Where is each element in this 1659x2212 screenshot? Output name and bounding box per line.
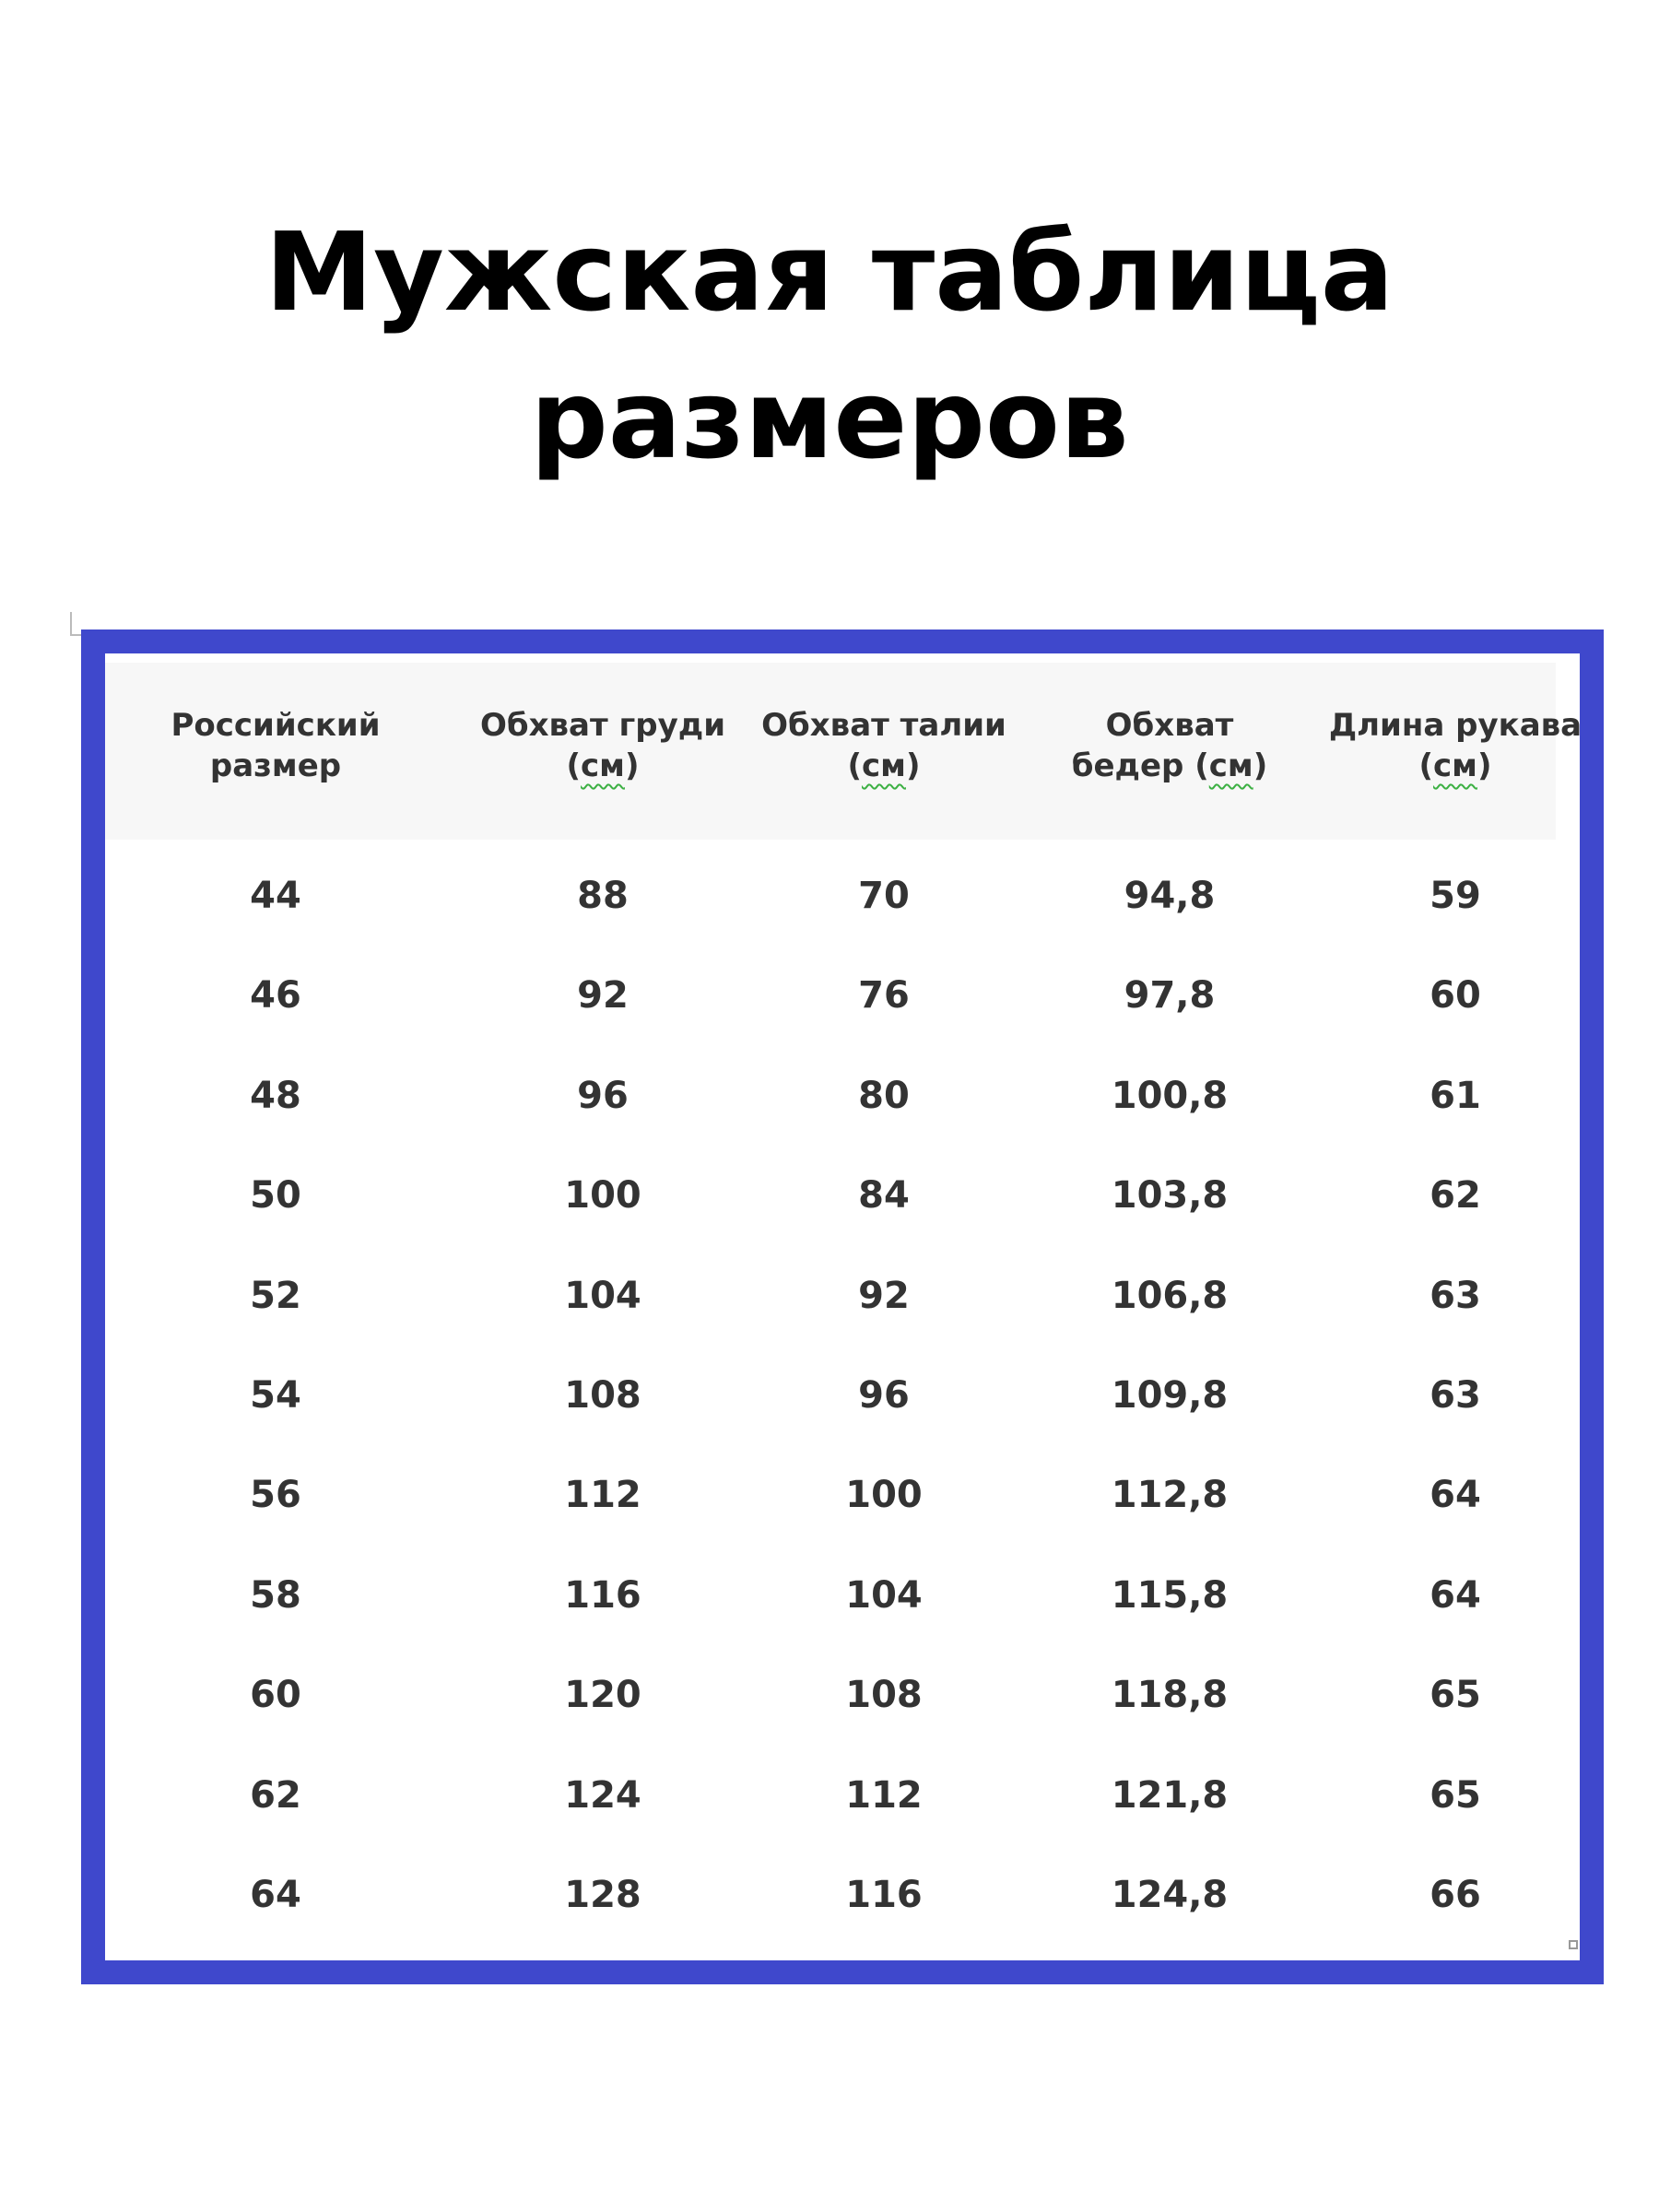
cell-hips: 121,8 <box>1111 1774 1229 1817</box>
cell-sleeve: 64 <box>1430 1474 1481 1516</box>
header-chest-unit: см <box>581 747 625 784</box>
header-waist-close: ) <box>905 747 921 784</box>
cell-hips: 124,8 <box>1111 1874 1229 1916</box>
header-waist-line1: Обхват талии <box>761 707 1006 744</box>
cell-chest: 120 <box>564 1674 641 1716</box>
size-table <box>105 663 1583 1960</box>
cell-size: 48 <box>250 1075 301 1117</box>
header-sleeve <box>1303 705 1607 786</box>
header-sleeve-line1: Длина рукава <box>1328 707 1583 744</box>
header-chest-open: ( <box>566 747 582 784</box>
cell-size: 60 <box>250 1674 301 1716</box>
header-waist <box>736 705 1031 786</box>
cell-waist: 76 <box>858 974 910 1017</box>
header-chest-close: ) <box>624 747 640 784</box>
cell-size: 64 <box>250 1874 301 1916</box>
cell-sleeve: 64 <box>1430 1574 1481 1617</box>
cell-chest: 108 <box>564 1374 641 1417</box>
header-russian-size <box>142 705 409 786</box>
cell-sleeve: 65 <box>1430 1774 1481 1817</box>
cell-sleeve: 60 <box>1430 974 1481 1017</box>
cell-hips: 118,8 <box>1111 1674 1229 1716</box>
cell-hips: 94,8 <box>1124 875 1216 917</box>
cell-waist: 116 <box>845 1874 923 1916</box>
header-chest <box>455 705 750 786</box>
cell-chest: 116 <box>564 1574 641 1617</box>
header-hips-unit: см <box>1208 747 1253 784</box>
header-hips <box>1018 705 1322 786</box>
cell-chest: 112 <box>564 1474 641 1516</box>
cell-waist: 80 <box>858 1075 910 1117</box>
cell-sleeve: 62 <box>1430 1174 1481 1217</box>
cell-chest: 92 <box>577 974 629 1017</box>
cell-size: 44 <box>250 875 301 917</box>
header-waist-unit: см <box>862 747 906 784</box>
cell-sleeve: 61 <box>1430 1075 1481 1117</box>
page-title-line-2: размеров <box>530 356 1129 483</box>
cell-chest: 100 <box>564 1174 641 1217</box>
cell-size: 62 <box>250 1774 301 1817</box>
header-hips-line1: Обхват <box>1105 707 1234 744</box>
cell-size: 50 <box>250 1174 301 1217</box>
header-waist-open: ( <box>847 747 863 784</box>
cell-sleeve: 65 <box>1430 1674 1481 1716</box>
cell-sleeve: 63 <box>1430 1275 1481 1317</box>
page-title <box>0 198 1659 493</box>
cell-hips: 112,8 <box>1111 1474 1229 1516</box>
cell-chest: 104 <box>564 1275 641 1317</box>
cell-sleeve: 63 <box>1430 1374 1481 1417</box>
cell-chest: 88 <box>577 875 629 917</box>
header-russian-size-line2: размер <box>209 747 342 784</box>
cell-waist: 70 <box>858 875 910 917</box>
cell-hips: 109,8 <box>1111 1374 1229 1417</box>
cell-sleeve: 59 <box>1430 875 1481 917</box>
cell-hips: 115,8 <box>1111 1574 1229 1617</box>
cell-waist: 84 <box>858 1174 910 1217</box>
header-chest-line1: Обхват груди <box>479 707 726 744</box>
cell-size: 52 <box>250 1275 301 1317</box>
cell-chest: 124 <box>564 1774 641 1817</box>
cell-size: 56 <box>250 1474 301 1516</box>
cell-sleeve: 66 <box>1430 1874 1481 1916</box>
page-title-line-1: Мужская таблица <box>265 208 1394 335</box>
cell-waist: 96 <box>858 1374 910 1417</box>
cell-hips: 106,8 <box>1111 1275 1229 1317</box>
header-sleeve-unit: см <box>1433 747 1477 784</box>
cell-hips: 100,8 <box>1111 1075 1229 1117</box>
cell-size: 58 <box>250 1574 301 1617</box>
cell-size: 54 <box>250 1374 301 1417</box>
header-sleeve-open: ( <box>1418 747 1434 784</box>
cell-waist: 92 <box>858 1275 910 1317</box>
cell-chest: 128 <box>564 1874 641 1916</box>
cell-waist: 108 <box>845 1674 923 1716</box>
cell-waist: 112 <box>845 1774 923 1817</box>
cell-hips: 103,8 <box>1111 1174 1229 1217</box>
table-header-row <box>105 663 1583 840</box>
cell-waist: 104 <box>845 1574 923 1617</box>
header-hips-open: бедер ( <box>1071 747 1209 784</box>
cell-chest: 96 <box>577 1075 629 1117</box>
header-russian-size-line1: Российский <box>171 707 381 744</box>
cell-size: 46 <box>250 974 301 1017</box>
cell-waist: 100 <box>845 1474 923 1516</box>
header-hips-close: ) <box>1253 747 1268 784</box>
resize-handle-icon <box>1569 1940 1578 1949</box>
size-table-frame <box>81 629 1604 1984</box>
cell-hips: 97,8 <box>1124 974 1216 1017</box>
header-sleeve-close: ) <box>1477 747 1492 784</box>
